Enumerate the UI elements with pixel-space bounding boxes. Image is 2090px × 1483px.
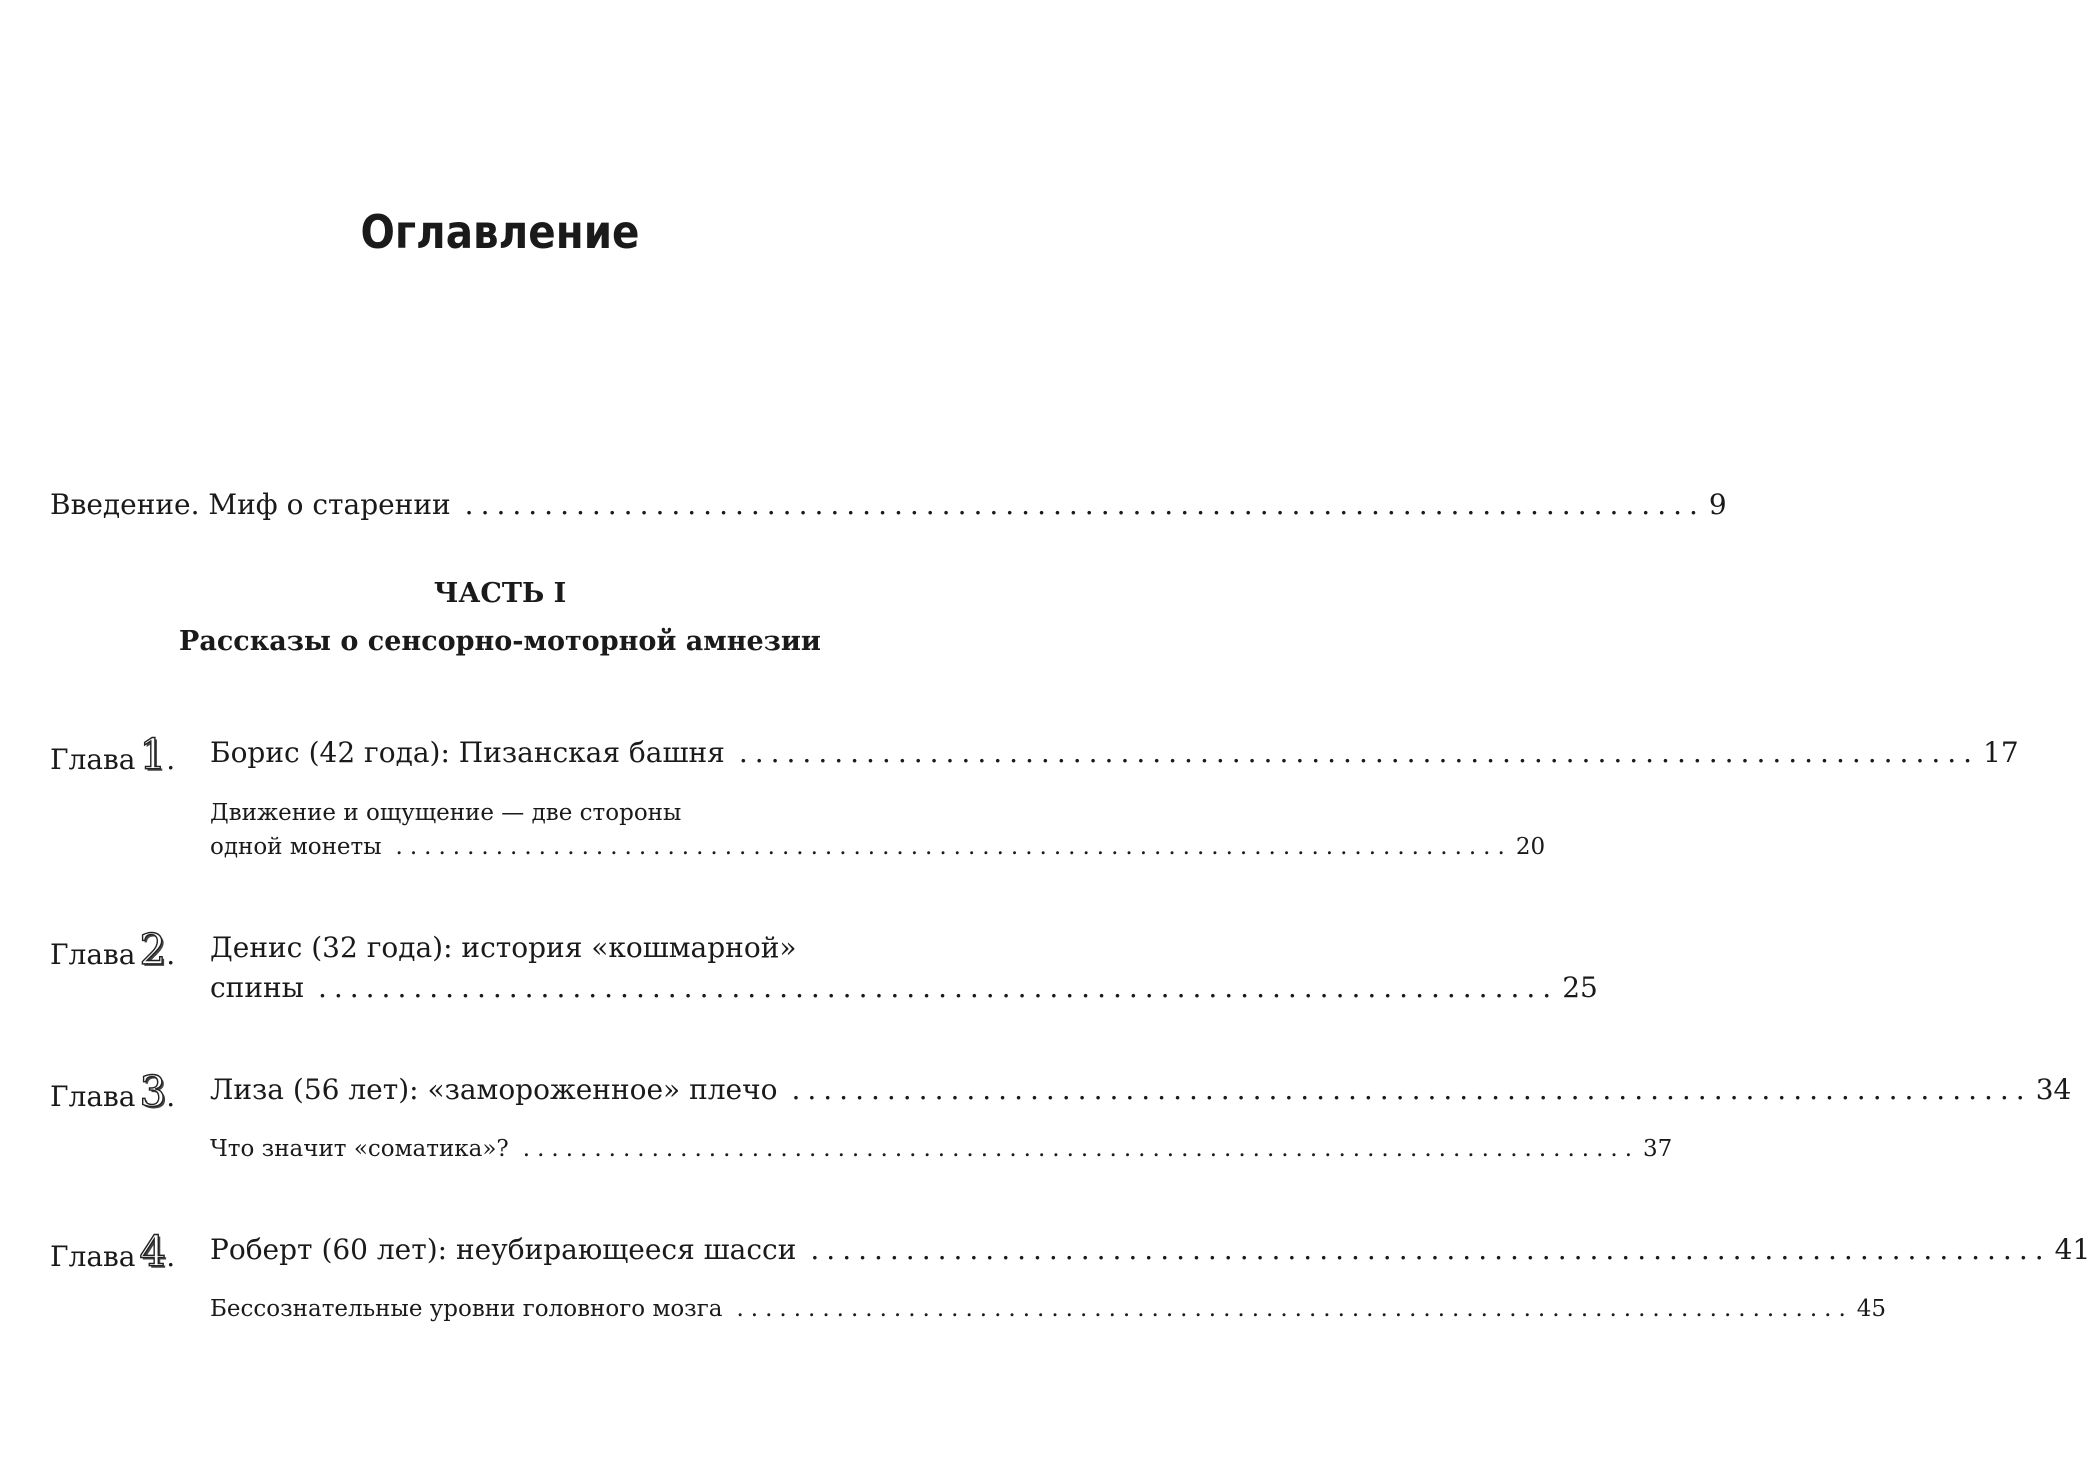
toc-entry-chapter-4[interactable] [210,1233,2090,1266]
entry-title: одной монеты [210,834,382,860]
dot-leader: .............................................................................. [317,971,1559,1004]
page-number: 41 [2054,1233,2090,1266]
dot-leader: .............................................................................. [522,1136,1640,1162]
chapter-label: Глава1. [50,730,176,779]
entry-title: Введение. Миф о старении [50,488,451,521]
chapter-word: Глава [50,743,136,776]
toc-entry-chapter-1[interactable] [210,736,2019,769]
page-number: 34 [2035,1073,2072,1106]
dot-leader: .............................................................................. [464,488,1705,521]
toc-subentry[interactable] [210,834,1546,860]
chapter-label: Глава3. [50,1067,176,1116]
toc-subentry[interactable] [210,1296,1887,1322]
page-number: 20 [1515,834,1546,860]
dot-leader: .............................................................................. [791,1073,2032,1106]
chapter-label: Глава2. [50,925,176,974]
chapter-word: Глава [50,1240,136,1273]
chapter-number: 4 [139,1227,167,1276]
page-title: Оглавление [360,205,640,259]
entry-title: Роберт (60 лет): неубирающееся шасси [210,1233,797,1266]
dot-leader: .............................................................................. [810,1233,2051,1266]
chapter-number: 2 [139,925,167,974]
entry-title: Лиза (56 лет): «замороженное» плечо [210,1073,778,1106]
chapter-label: Глава4. [50,1227,176,1276]
chapter-number: 3 [139,1067,167,1116]
subentry-line1: Движение и ощущение — две стороны [210,800,682,826]
page-number: 17 [1983,736,2019,769]
entry-title: Борис (42 года): Пизанская башня [210,736,725,769]
page-number: 9 [1708,488,1727,521]
entry-title: Что значит «соматика»? [210,1136,509,1162]
entry-title: Бессознательные уровни головного мозга [210,1296,723,1322]
chapter-number: 1 [139,730,167,779]
chapter-word: Глава [50,938,136,971]
part-subtitle: Рассказы о сенсорно-моторной амнезии [179,626,821,657]
page-number: 25 [1562,971,1598,1004]
part-label: ЧАСТЬ I [433,578,567,609]
page-number: 37 [1643,1136,1673,1162]
toc-entry-intro[interactable] [50,488,1727,521]
page-number: 45 [1856,1296,1887,1322]
dot-leader: .............................................................................. [736,1296,1853,1322]
toc-subentry[interactable] [210,1136,1673,1162]
dot-leader: .............................................................................. [395,834,1512,860]
chapter-word: Глава [50,1080,136,1113]
toc-entry-chapter-2[interactable] [210,971,1598,1004]
toc-entry-chapter-3[interactable] [210,1073,2072,1106]
dot-leader: .............................................................................. [738,736,1980,769]
entry-title-line1: Денис (32 года): история «кошмарной» [210,931,797,964]
entry-title: спины [210,971,304,1004]
